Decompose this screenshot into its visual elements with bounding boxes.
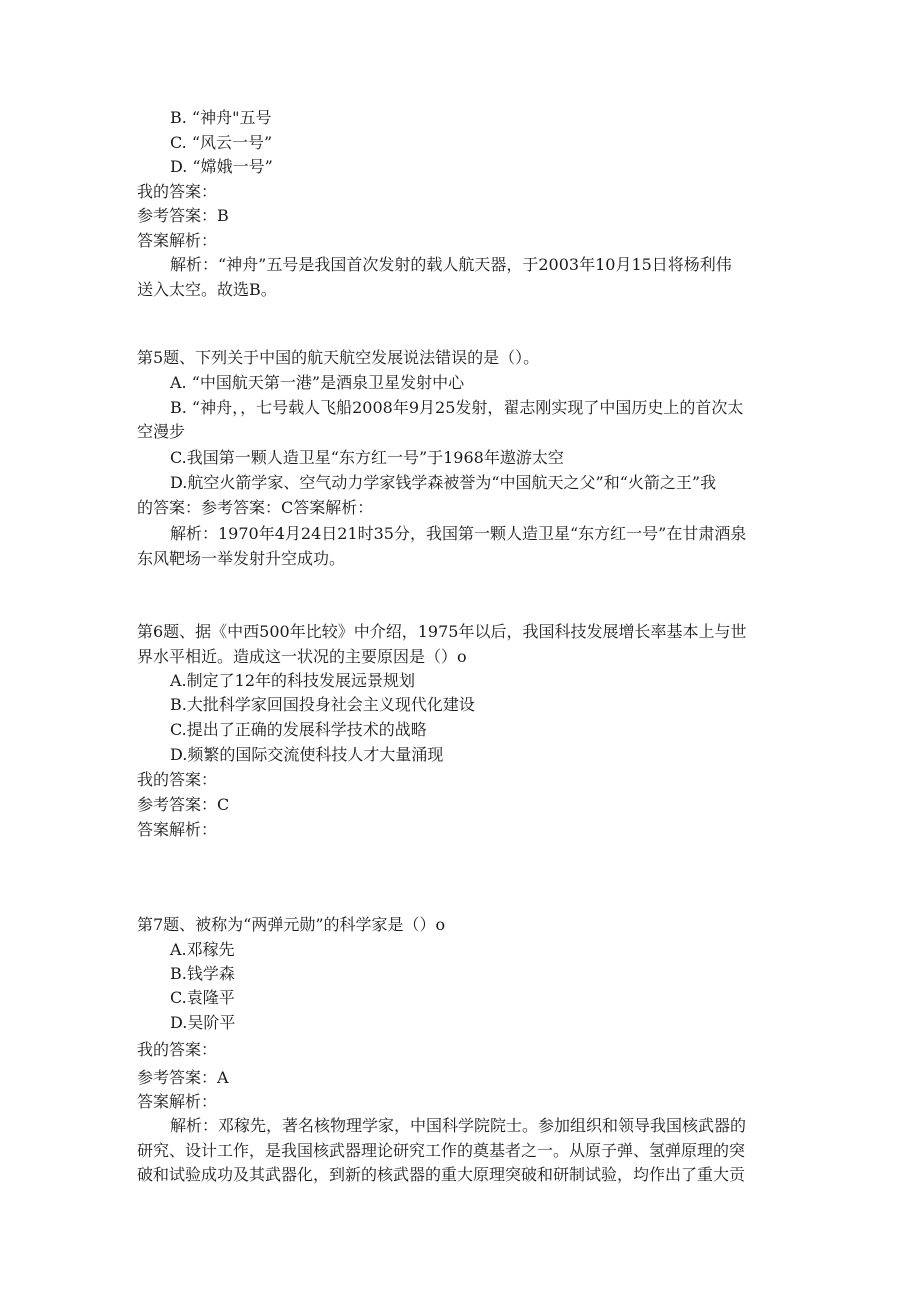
q7-reference-answer: 参考答案：A — [137, 1068, 229, 1087]
q7-my-answer: 我的答案： — [137, 1040, 218, 1059]
q6-analysis-label: 答案解析： — [137, 820, 218, 839]
q7-analysis-line-2: 研究、设计工作，是我国核武器理论研究工作的奠基者之一。从原子弹、氢弹原理的突 — [137, 1141, 746, 1160]
q7-question: 第7题、被称为“两弹元勋”的科学家是（）o — [137, 915, 446, 934]
q7-option-c: C.袁隆平 — [170, 988, 235, 1007]
q7-option-b: B.钱学森 — [170, 964, 235, 983]
q4-reference-answer: 参考答案：B — [137, 206, 229, 225]
q5-analysis-line-1: 解析：1970年4月24日21时35分，我国第一颗人造卫星“东方红一号”在甘肃酒泉 — [170, 524, 747, 543]
q5-option-c: C.我国第一颗人造卫星“东方红一号”于1968年遨游太空 — [170, 448, 564, 467]
q4-my-answer: 我的答案： — [137, 182, 218, 201]
q6-my-answer: 我的答案： — [137, 770, 218, 789]
q6-reference-answer: 参考答案：C — [137, 795, 230, 814]
q5-option-d: D.航空火箭学家、空气动力学家钱学森被誉为“中国航天之父”和“火箭之王”我 — [170, 473, 717, 492]
q7-option-a: A.邓稼先 — [170, 940, 235, 959]
q5-option-a: A. “中国航天第一港”是酒泉卫星发射中心 — [170, 373, 465, 392]
q6-question-line-2: 界水平相近。造成这一状况的主要原因是（）o — [137, 647, 467, 666]
q6-option-b: B.大批科学家回国投身社会主义现代化建设 — [170, 695, 475, 714]
q7-analysis-label: 答案解析： — [137, 1092, 218, 1111]
q4-option-b: B. “神舟"五号 — [170, 108, 272, 127]
q5-option-b-wrap: 空漫步 — [137, 422, 186, 441]
q6-option-c: C.提出了正确的发展科学技术的战略 — [170, 720, 427, 739]
q4-option-d: D. “嫦娥一号” — [170, 157, 273, 176]
q7-analysis-line-1: 解析：邓稼先，著名核物理学家，中国科学院院士。参加组织和领导我国核武器的 — [170, 1116, 747, 1135]
q5-answer-line: 的答案：参考答案：C答案解析： — [137, 498, 374, 517]
q7-option-d: D.吴阶平 — [170, 1013, 236, 1032]
q6-option-a: A.制定了12年的科技发展远景规划 — [170, 671, 416, 690]
q5-option-b: B. “神舟，，七号载人飞船2008年9月25发射，翟志刚实现了中国历史上的首次太 — [170, 398, 744, 417]
q6-question-line-1: 第6题、据《中西500年比较》中介绍，1975年以后，我国科技发展增长率基本上与世 — [137, 622, 747, 641]
q6-option-d: D.频繁的国际交流使科技人才大量涌现 — [170, 745, 444, 764]
q5-question: 第5题、下列关于中国的航天航空发展说法错误的是（）。 — [137, 348, 540, 367]
q4-option-c: C. “风云一号” — [170, 133, 273, 152]
q4-analysis-label: 答案解析： — [137, 231, 218, 250]
q7-analysis-line-3: 破和试验成功及其武器化，到新的核武器的重大原理突破和研制试验，均作出了重大贡 — [137, 1165, 746, 1184]
q4-analysis-line-1: 解析：“神舟”五号是我国首次发射的载人航天器，于2003年10月15日将杨利伟 — [170, 255, 732, 274]
q5-analysis-line-2: 东风靶场一举发射升空成功。 — [137, 549, 346, 568]
q4-analysis-line-2: 送入太空。故选B。 — [137, 280, 277, 299]
